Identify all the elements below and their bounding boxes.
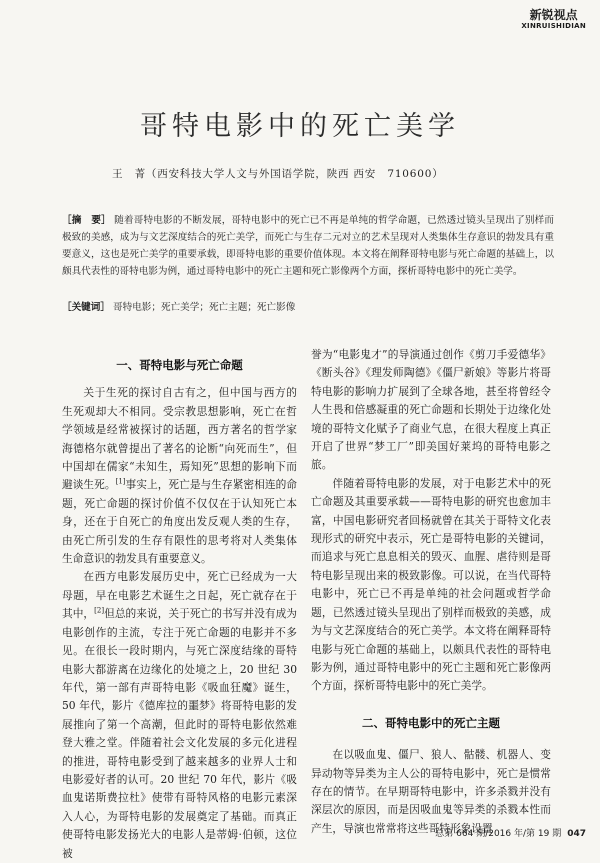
body-paragraph (62, 568, 297, 863)
issue-info: 总第 664 期/2016 年/第 19 期 (435, 829, 562, 839)
author-line: 王 菁（西安科技大学人文与外国语学院，陕西 西安 710600） (112, 168, 444, 180)
section-name-cn: 新锐视点 (529, 8, 578, 22)
footnote-ref: [1] (115, 477, 126, 486)
section-logo (521, 8, 586, 31)
page-number: 047 (567, 829, 586, 839)
left-column (62, 350, 297, 863)
abstract-text: 随着哥特电影的不断发展，哥特电影中的死亡已不再是单纯的哲学命题，已然透过镜头呈现出了别样而极致的美感，成为与文艺深度结合的死亡美学，而死亡与生存二元对立的艺术呈现对人类集体生存意识的勃发具有重要意义，这也是死亡美学的重要承载，即哥特电影的重要价值体现。本文将在阐释哥特电影与死亡命题的基础上，以颇具代表性的哥特电影为例，通过哥特电影中的死亡主题和死亡影像两个方面，探析哥特电影中的死亡美学。 (62, 215, 555, 277)
footnote-ref: [2] (94, 606, 105, 615)
section-1-heading: 一、哥特电影与死亡命题 (116, 358, 243, 372)
body-paragraph: 伴随着哥特电影的发展，对于电影艺术中的死亡命题及其重要承载——哥特电影的研究也愈加丰富，中国电影研究者回杨就曾在其关于哥特文化表现形式的研究中表示，死亡是哥特电影的关键词，而追求与死亡息息相关的毁灭、血腥、虐待则是哥特电影呈现出来的极致影像。可以说，在当代哥特电影中，死亡已不再是单纯的社会问题或哲学命题，已然透过镜头呈现出了别样而极致的美感，成为与文艺深度结合的死亡美学。本文将在阐释哥特电影与死亡命题的基础上，以颇具代表性的哥特电影为例，通过哥特电影中的死亡主题和死亡影像两个方面，探析哥特电影中的死亡美学。 (311, 476, 551, 693)
section-2-heading: 二、哥特电影中的死亡主题 (362, 715, 500, 730)
abstract (62, 212, 554, 280)
keywords-text: 哥特电影；死亡美学；死亡主题；死亡影像 (113, 302, 296, 313)
keywords (62, 299, 554, 316)
body-paragraph-continued: 誉为“电影鬼才”的导演通过创作《剪刀手爱德华》《断头谷》《理发师陶德》《僵尸新娘》等影片将哥特电影的影响力扩展到了全球各地，甚至将曾经令人生畏和倍感凝重的死亡命题和长期处于边缘化处境的哥特文化赋予了商业气息，在很大程度上真正开启了世界“梦工厂”即美国好莱坞的哥特电影之旅。 (311, 348, 551, 472)
paragraph-text: 关于生死的探讨自古有之，但中国与西方的生死观却大不相同。受宗教思想影响，死亡在哲学领域是经常被探讨的话题，西方著名的哲学家海德格尔就曾提出了著名的论断“向死而生”，但中国却在儒家“未知生，焉知死”思想的影响下而避谈生死。 (62, 386, 297, 492)
abstract-label: ［摘 要］ (62, 215, 111, 226)
body-paragraph: 在以吸血鬼、僵尸、狼人、骷髅、机器人、变异动物等异类为主人公的哥特电影中，死亡是惯常存在的情节。在早期哥特电影中，许多杀戮并没有深层次的原因，而是因吸血鬼等异类的杀戮本性而产生，导演也常常将这些哥特形象设置 (311, 748, 551, 835)
right-column (311, 346, 551, 838)
body-paragraph (62, 384, 297, 568)
keywords-label: ［关键词］ (62, 302, 110, 313)
article-title: 哥特电影中的死亡美学 (140, 111, 460, 143)
section-name-en: XINRUISHIDIAN (521, 22, 586, 30)
page-footer (435, 826, 586, 839)
paragraph-text: 但总的来说，关于死亡的书写并没有成为电影创作的主流，专注于死亡命题的电影并不多见。在很长一段时期内，与死亡深度结缘的哥特电影大都游离在边缘化的处境之上，20 世纪 30 年代，第一部有声哥特电影《吸血狂魔》诞生，50 年代，影片《德库拉的噩梦》将哥特电影的发展推向了第一个高潮，但此时的哥特电影依然难登大雅之堂。伴随着社会文化发展的多元化进程的推进，哥特电影受到了越来越多的业界人士和电影爱好者的认可。20 世纪 70 年代，影片《吸血鬼诺斯费拉杜》使带有哥特风格的电影元素深入人心，为哥特电影的发展奠定了基础。而真正使哥特电影发扬光大的电影人是蒂姆·伯顿，这位被 (62, 607, 297, 860)
paragraph-text: 在西方电影发展历史中，死亡已经成为一大母题，早在电影艺术诞生之日起，死亡就存在于其中， (62, 570, 297, 621)
paragraph-text: 事实上，死亡是与生存紧密相连的命题，死亡命题的探讨价值不仅仅在于认知死亡本身，还在于自死亡的角度出发反观人类的生存，由死亡所引发的生存有限性的思考将对人类集体生命意识的勃发具有重要意义。 (62, 478, 297, 566)
